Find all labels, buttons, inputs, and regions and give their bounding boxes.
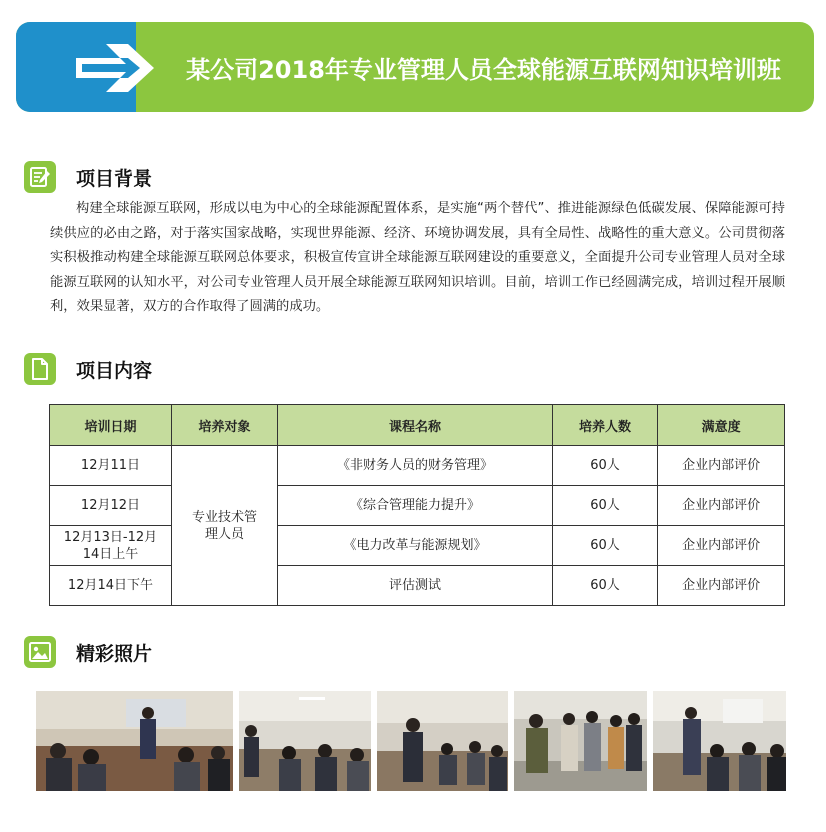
satisfaction-cell: 企业内部评价 [658,446,785,486]
section-heading-content [24,353,152,385]
date-cell: 12月13日-12月14日上午 [50,526,172,566]
title-banner [16,22,814,112]
training-photo [653,691,786,791]
count-cell: 60人 [552,446,657,486]
column-header: 培养对象 [171,405,277,446]
column-header: 培养人数 [552,405,657,446]
date-cell: 12月12日 [50,486,172,526]
edit-document-icon [24,161,56,193]
image-icon [24,636,56,668]
satisfaction-cell: 企业内部评价 [658,526,785,566]
training-photo [36,691,233,791]
background-paragraph: 构建全球能源互联网，形成以电为中心的全球能源配置体系，是实施“两个替代”、推进能源绿色低碳发展、保障能源可持续供应的必由之路，对于落实国家战略，实现世界能源、经济、环境协调发展，具有全局性、战略性的重大意义。公司贯彻落实积极推动构建全球能源互联网总体要求，积极宣传宣讲全球能源互联网建设的重要意义，全面提升公司专业管理人员对全球能源互联网的认知水平，对公司专业管理人员开展全球能源互联网知识培训。目前，培训工作已经圆满完成，培训过程开展顺利，效果显著，双方的合作取得了圆满的成功。 [50,201,785,314]
course-cell: 评估测试 [278,566,553,606]
column-header: 培训日期 [50,405,172,446]
section-heading-background [24,161,152,193]
training-photo [514,691,647,791]
course-cell: 《综合管理能力提升》 [278,486,553,526]
section-title: 项目内容 [76,359,153,382]
document-icon [24,353,56,385]
satisfaction-cell: 企业内部评价 [658,486,785,526]
satisfaction-cell: 企业内部评价 [658,566,785,606]
page-title: 某公司2018年专业管理人员全球能源互联网知识培训班 [186,55,781,84]
course-cell: 《非财务人员的财务管理》 [278,446,553,486]
section-title: 精彩照片 [76,642,153,665]
section-heading-photos [24,636,152,668]
date-cell: 12月11日 [50,446,172,486]
column-header: 课程名称 [278,405,553,446]
count-cell: 60人 [552,486,657,526]
table-row [50,566,785,606]
target-cell: 专业技术管理人员 [171,446,277,606]
course-table [49,404,785,606]
table-row [50,526,785,566]
right-arrow-icon [76,44,158,92]
table-header-row [50,405,785,446]
training-photo [239,691,371,791]
count-cell: 60人 [552,566,657,606]
course-cell: 《电力改革与能源规划》 [278,526,553,566]
table-row [50,446,785,486]
count-cell: 60人 [552,526,657,566]
training-photo [377,691,508,791]
date-cell: 12月14日下午 [50,566,172,606]
column-header: 满意度 [658,405,785,446]
table-row [50,486,785,526]
photo-strip [36,691,786,791]
section-title: 项目背景 [76,167,153,190]
